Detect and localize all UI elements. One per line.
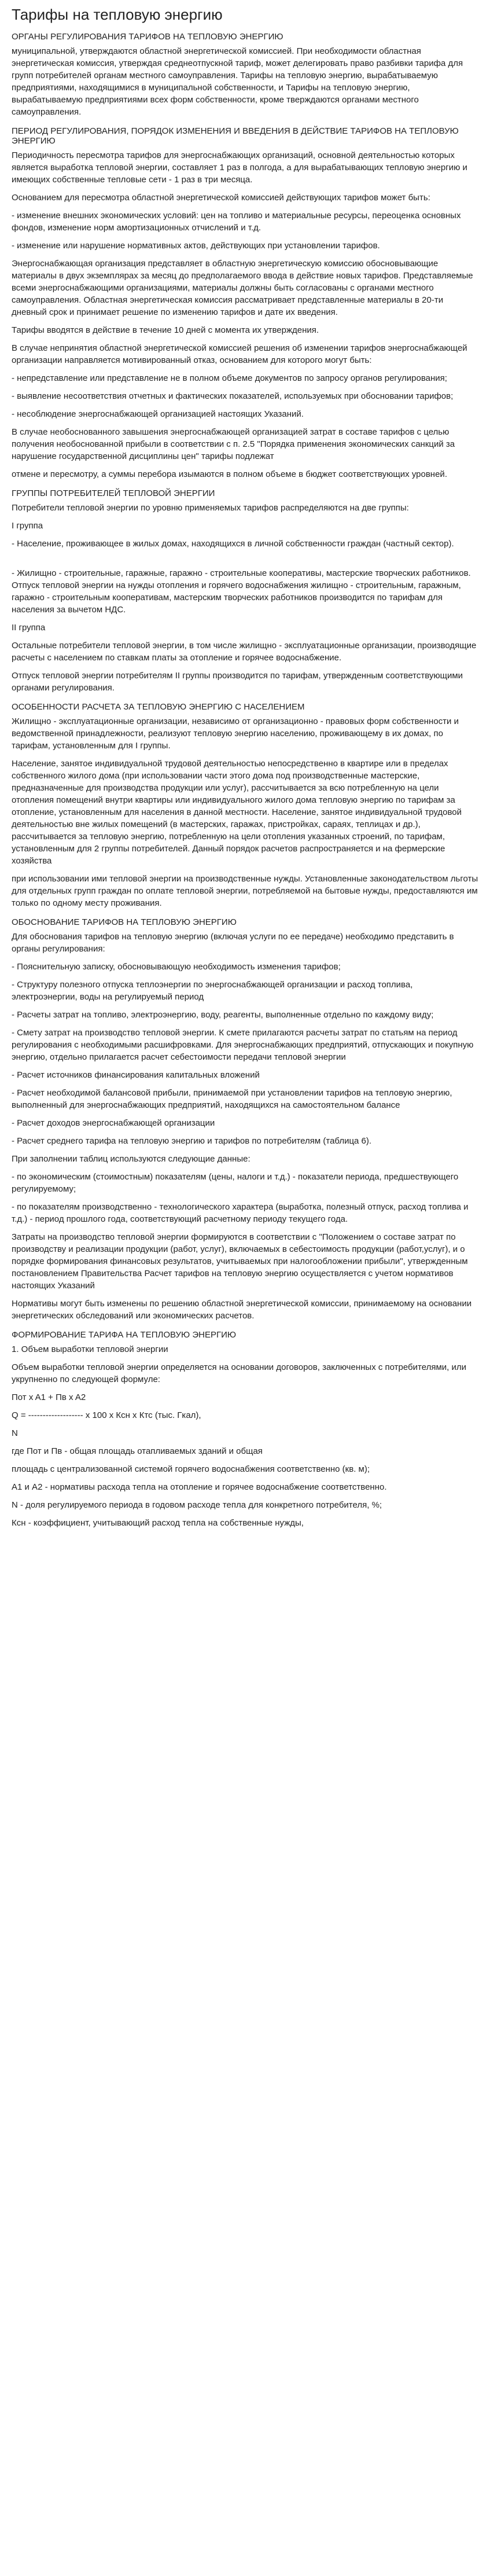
spacer (12, 556, 478, 567)
section-heading: ОБОСНОВАНИЕ ТАРИФОВ НА ТЕПЛОВУЮ ЭНЕРГИЮ (12, 917, 237, 927)
document-body (12, 32, 478, 1529)
paragraph: - выявление несоответствия отчетных и фактических показателей, используемых при обосновании тарифов; (12, 391, 454, 401)
paragraph: Тарифы вводятся в действие в течение 10 дней с момента их утверждения. (12, 325, 319, 335)
paragraph: Q = ------------------- x 100 x Ксн x Ктс (тыс. Гкал), (12, 1410, 201, 1420)
paragraph: - изменение внешних экономических условий: цен на топливо и материальные ресурсы, переоценка основных фондов, изменение норм амортизационных отчислений и т.д. (12, 211, 461, 233)
paragraph: - Пояснительную записку, обосновывающую необходимость изменения тарифов; (12, 962, 341, 972)
paragraph: I группа (12, 521, 43, 531)
page-title: Тарифы на тепловую энергию (12, 6, 223, 23)
paragraph: - Население, проживающее в жилых домах, находящихся в личной собственности граждан (частный сектор). (12, 539, 454, 549)
paragraph: Пот x A1 + Пв x A2 (12, 1392, 86, 1402)
paragraph: - Расчет среднего тарифа на тепловую энергию и тарифов по потребителям (таблица 6). (12, 1136, 372, 1146)
paragraph: Население, занятое индивидуальной трудовой деятельностью непосредственно в квартире или в пределах собственного жилого дома (при использовании части этого дома под производственные мастерские, предназначенные для производства продукции или услуг), рассчитывается за всю потребленную на цели отопления помещений внутри квартиры или индивидуального жилого дома тепловую энергию по тарифам за отопление, установленным для населения в данной местности. Население, занятое индивидуальной трудовой деятельностью вне жилых помещений (в мастерских, гаражах, пристройках, сараях, теплицах и др.), рассчитывается за тепловую энергию, потребленную на цели отопления указанных строений, по тарифам, установленным для 2 группы потребителей. Данный порядок расчетов распространяется и на фермерские хозяйства (12, 759, 462, 866)
paragraph: Потребители тепловой энергии по уровню применяемых тарифов распределяются на две группы: (12, 503, 409, 513)
paragraph: Основанием для пересмотра областной энергетической комиссией действующих тарифов может быть: (12, 193, 430, 203)
paragraph: Для обоснования тарифов на тепловую энергию (включая услуги по ее передаче) необходимо представить в органы регулирования: (12, 932, 454, 954)
paragraph: В случае необоснованного завышения энергоснабжающей организацией затрат в составе тарифов с целью получения необоснованной прибыли в соответствии с п. 2.5 "Порядка применения экономических санкций за нарушение государственной дисциплины цен" тарифы подлежат (12, 427, 455, 461)
paragraph: - Структуру полезного отпуска теплоэнергии по энергоснабжающей организации и расход топлива, электроэнергии, воды на регулируемый период (12, 980, 413, 1002)
paragraph: - Жилищно - строительные, гаражные, гаражно - строительные кооперативы, мастерские творческих работников. Отпуск тепловой энергии на нужды отопления и горячего водоснабжения жилищно - строительным, гаражным, гаражно - строительным кооперативам, мастерским творческих работников производится по тарифам для населения за вычетом НДС. (12, 568, 471, 615)
paragraph: муниципальной, утверждаются областной энергетической комиссией. При необходимости областная энергетическая комиссия, утверждая среднеотпускной тариф, может делегировать право разбивки тарифа для групп потребителей органам местного самоуправления. Тарифы на тепловую энергию, вырабатываемую предприятиями, находящимися в муниципальной собственности, и Тарифы на тепловую энергию, вырабатываемую предприятиями всех форм собственности, кроме тверждаются органами местного самоуправления. (12, 46, 463, 117)
paragraph: Энергоснабжающая организация представляет в областную энергетическую комиссию обосновывающие материалы в двух экземплярах за месяц до предполагаемого ввода в действие новых тарифов. Представляемые всеми энергоснабжающими организациями, материалы должны быть согласованы с органами местного самоуправления. Областная энергетическая комиссия рассматривает представленные материалы в 20-ти дневный срок и принимает решение по изменению тарифов и дате их введения. (12, 259, 473, 317)
paragraph: - по показателям производственно - технологического характера (выработка, полезный отпуск, расход топлива и т.д.) - период прошлого года, соответствующий расчетному периоду текущего года. (12, 1202, 469, 1224)
paragraph: II группа (12, 623, 46, 633)
paragraph: - несоблюдение энергоснабжающей организацией настоящих Указаний. (12, 409, 304, 419)
paragraph: - Расчет необходимой балансовой прибыли, принимаемой при установлении тарифов на тепловую энергию, выполненный для энергоснабжающих предприятий, находящихся на самостоятельном балансе (12, 1088, 452, 1110)
paragraph: Периодичность пересмотра тарифов для энергоснабжающих организаций, основной деятельностью которых является выработка тепловой энергии, составляет 1 раз в полгода, а для вырабатывающих тепловую энергию и имеющих собственные тепловые сети - 1 раз в три месяца. (12, 150, 467, 185)
paragraph: Ксн - коэффициент, учитывающий расход тепла на собственные нужды, (12, 1518, 304, 1528)
paragraph: - Расчеты затрат на топливо, электроэнергию, воду, реагенты, выполненные отдельно по каждому виду; (12, 1010, 434, 1020)
section-heading: ГРУППЫ ПОТРЕБИТЕЛЕЙ ТЕПЛОВОЙ ЭНЕРГИИ (12, 488, 215, 498)
paragraph: площадь с централизованной системой горячего водоснабжения соответственно (кв. м); (12, 1464, 370, 1474)
paragraph: N (12, 1428, 18, 1438)
paragraph: где Пот и Пв - общая площадь отапливаемых зданий и общая (12, 1446, 263, 1456)
paragraph: - по экономическим (стоимостным) показателям (цены, налоги и т.д.) - показатели периода, предшествующего регулируемому; (12, 1172, 459, 1194)
paragraph: - непредставление или представление не в полном объеме документов по запросу органов регулирования; (12, 373, 447, 383)
paragraph: Нормативы могут быть изменены по решению областной энергетической комиссии, принимаемому на основании энергетических обследований или экономических расчетов. (12, 1299, 472, 1321)
paragraph: - Смету затрат на производство тепловой энергии. К смете прилагаются расчеты затрат по статьям на период регулирования с необходимыми расшифровками. Для энергоснабжающих предприятий, отпускающих и покупную энергию, отдельно прилагается расчет себестоимости передачи тепловой энергии (12, 1028, 474, 1062)
paragraph: - изменение или нарушение нормативных актов, действующих при установлении тарифов. (12, 241, 380, 251)
paragraph: В случае непринятия областной энергетической комиссией решения об изменении тарифов энергоснабжающей организации направляется мотивированный отказ, основанием для которого могут быть: (12, 343, 467, 365)
paragraph: - Расчет доходов энергоснабжающей организации (12, 1118, 215, 1128)
paragraph: А1 и А2 - нормативы расхода тепла на отопление и горячее водоснабжение соответственно. (12, 1482, 387, 1492)
section-heading: ФОРМИРОВАНИЕ ТАРИФА НА ТЕПЛОВУЮ ЭНЕРГИЮ (12, 1330, 237, 1340)
paragraph: Объем выработки тепловой энергии определяется на основании договоров, заключенных с потребителями, или укрупненно по следующей формуле: (12, 1362, 466, 1384)
section-heading: ОСОБЕННОСТИ РАСЧЕТА ЗА ТЕПЛОВУЮ ЭНЕРГИЮ С НАСЕЛЕНИЕМ (12, 702, 305, 712)
paragraph: 1. Объем выработки тепловой энергии (12, 1344, 168, 1354)
paragraph: - Расчет источников финансирования капитальных вложений (12, 1070, 260, 1080)
paragraph: Отпуск тепловой энергии потребителям II группы производится по тарифам, утвержденным соответствующими органами регулирования. (12, 671, 463, 693)
paragraph: Жилищно - эксплуатационные организации, независимо от организационно - правовых форм собственности и ведомственной принадлежности, реализуют тепловую энергию населению, проживающему в их домах, по тарифам, установленным для I группы. (12, 716, 459, 751)
paragraph: Остальные потребители тепловой энергии, в том числе жилищно - эксплуатационные организации, производящие расчеты с населением по ставкам платы за отопление и горячее водоснабжение. (12, 641, 477, 663)
section-heading: ОРГАНЫ РЕГУЛИРОВАНИЯ ТАРИФОВ НА ТЕПЛОВУЮ ЭНЕРГИЮ (12, 32, 283, 42)
paragraph: отмене и пересмотру, а суммы перебора изымаются в полном объеме в бюджет соответствующих уровней. (12, 469, 447, 479)
paragraph: Затраты на производство тепловой энергии формируются в соответствии с "Положением о составе затрат по производству и реализации продукции (работ, услуг), включаемых в себестоимость продукции (работ,услуг), и о порядке формирования финансовых результатов, учитываемых при налогообложении прибыли", утвержденным постановлением Правительства Расчет тарифов на тепловую энергию осуществляется с учетом нормативов настоящих Указаний (12, 1232, 468, 1291)
section-heading: ПЕРИОД РЕГУЛИРОВАНИЯ, ПОРЯДОК ИЗМЕНЕНИЯ И ВВЕДЕНИЯ В ДЕЙСТВИЕ ТАРИФОВ НА ТЕПЛОВУЮ ЭНЕРГИЮ (12, 126, 459, 146)
paragraph: при использовании ими тепловой энергии на производственные нужды. Установленные законодательством льготы для отдельных групп граждан по оплате тепловой энергии, потребляемой на бытовые нужды, предоставляются им только по одному месту проживания. (12, 874, 478, 908)
paragraph: При заполнении таблиц используются следующие данные: (12, 1154, 250, 1164)
paragraph: N - доля регулируемого периода в годовом расходе тепла для конкретного потребителя, %; (12, 1500, 382, 1510)
